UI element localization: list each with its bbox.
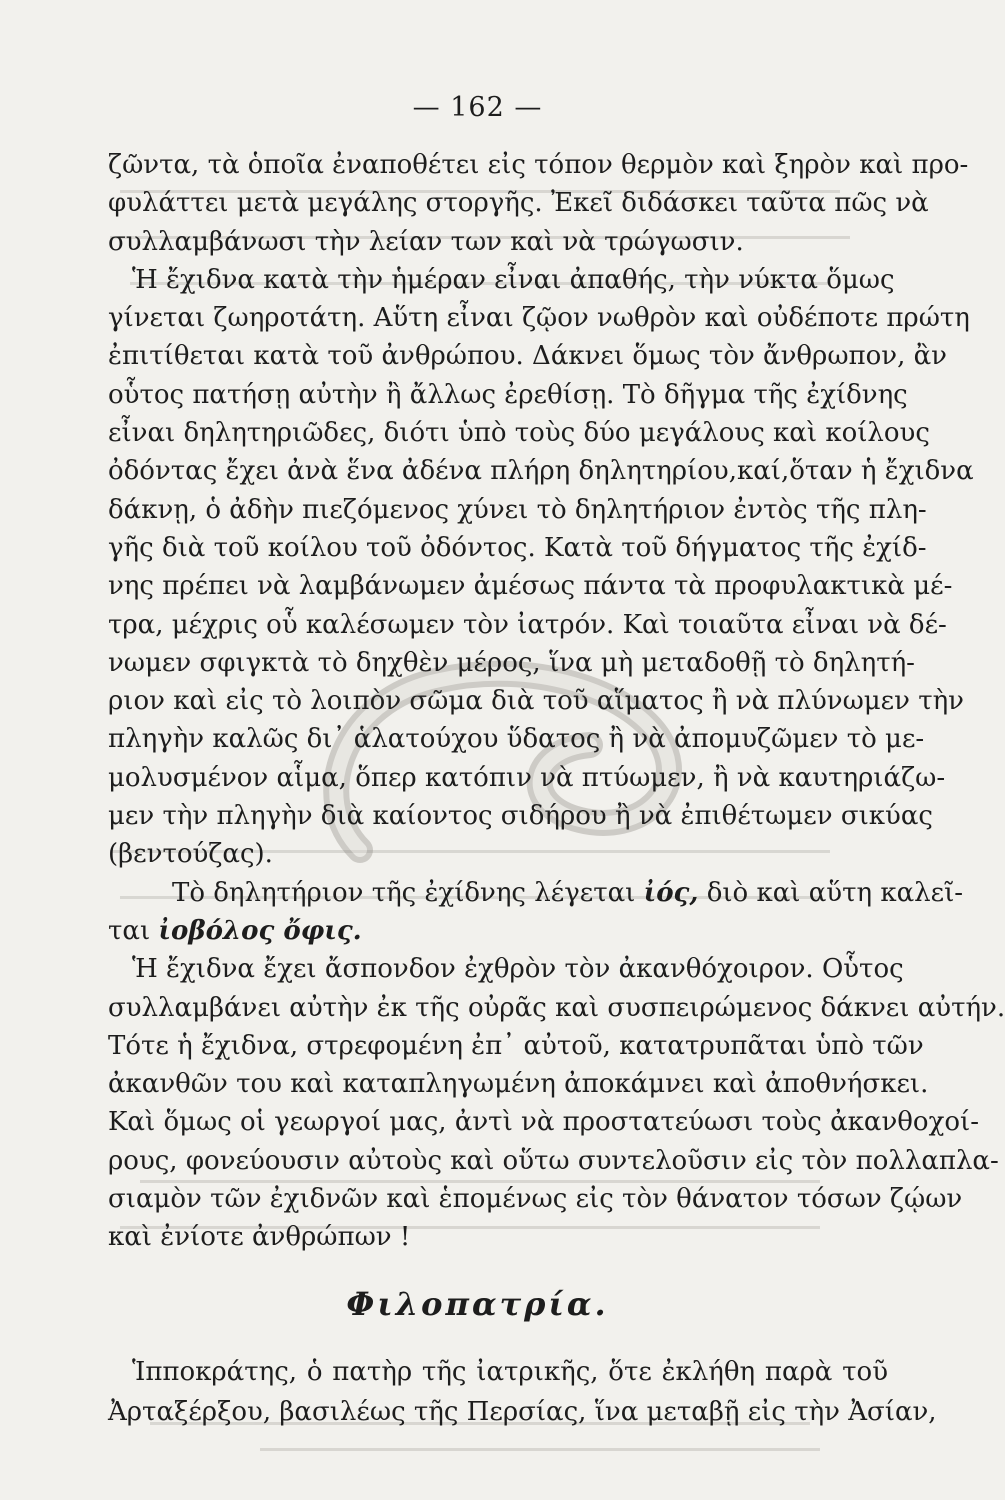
text-line: φυλάττει μετὰ μεγάλης στοργῆς. Ἐκεῖ διδάσκει ταῦτα πῶς νὰ xyxy=(108,188,929,219)
term-iobolos: ἰοβόλος ὄφις. xyxy=(158,915,362,946)
section-text xyxy=(108,1352,937,1432)
text-line: καὶ ἐνίοτε ἀνθρώπων ! xyxy=(108,1222,411,1253)
text-line: ὀδόντας ἔχει ἀνὰ ἕνα ἀδένα πλήρη δηλητηρίου,καί,ὅταν ἡ ἔχιδνα xyxy=(108,456,974,487)
text-line: Ἀρταξέρξου, βασιλέως τῆς Περσίας, ἵνα μεταβῇ εἰς τὴν Ἀσίαν, xyxy=(108,1397,937,1427)
text-line: Καὶ ὅμως οἱ γεωργοί μας, ἀντὶ νὰ προστατεύωσι τοὺς ἀκανθοχοί- xyxy=(108,1107,979,1138)
page-number: — 162 — xyxy=(412,92,543,123)
text-fragment: ται xyxy=(108,915,151,946)
text-line: δάκνῃ, ὁ ἀδὴν πιεζόμενος χύνει τὸ δηλητήριον ἐντὸς τῆς πλη- xyxy=(108,494,927,525)
text-line: Ἡ ἔχιδνα κατὰ τὴν ἡμέραν εἶναι ἀπαθής, τὴν νύκτα ὅμως xyxy=(132,264,895,295)
text-line: τρα, μέχρις οὗ καλέσωμεν τὸν ἰατρόν. Καὶ τοιαῦτα εἶναι νὰ δέ- xyxy=(108,609,947,640)
text-line: μεν τὴν πληγὴν διὰ καίοντος σιδήρου ἢ νὰ ἐπιθέτωμεν σικύας xyxy=(108,801,933,832)
text-line: ἐπιτίθεται κατὰ τοῦ ἀνθρώπου. Δάκνει ὅμως τὸν ἄνθρωπον, ἂν xyxy=(108,341,947,372)
text-line: πληγὴν καλῶς δι᾽ ἁλατούχου ὕδατος ἢ νὰ ἀπομυζῶμεν τὸ με- xyxy=(108,724,925,755)
text-fragment: Τὸ δηλητήριον τῆς ἐχίδνης λέγεται xyxy=(172,877,636,908)
text-line: ἀκανθῶν του καὶ καταπληγωμένη ἀποκάμνει καὶ ἀποθνήσκει. xyxy=(108,1069,929,1100)
text-line: ριον καὶ εἰς τὸ λοιπὸν σῶμα διὰ τοῦ αἵματος ἢ νὰ πλύνωμεν τὴν xyxy=(108,686,964,717)
text-line: (βεντούζας). xyxy=(108,839,273,870)
text-line: νωμεν σφιγκτὰ τὸ δηχθὲν μέρος, ἵνα μὴ μεταδοθῇ τὸ δηλητή- xyxy=(108,647,915,678)
section-title: Φιλοπατρία. xyxy=(346,1285,609,1323)
main-text xyxy=(108,146,1005,1257)
text-line: μολυσμένον αἷμα, ὅπερ κατόπιν νὰ πτύωμεν, ἢ νὰ καυτηριάζω- xyxy=(108,762,946,793)
text-line: οὗτος πατήσῃ αὐτὴν ἢ ἄλλως ἐρεθίσῃ. Τὸ δῆγμα τῆς ἐχίδνης xyxy=(108,379,908,410)
text-line: γίνεται ζωηροτάτη. Αὕτη εἶναι ζῷον νωθρὸν καὶ οὐδέποτε πρώτη xyxy=(108,303,970,334)
text-line: Τότε ἡ ἔχιδνα, στρεφομένη ἐπ᾽ αὐτοῦ, κατατρυπᾶται ὑπὸ τῶν xyxy=(108,1030,924,1061)
text-line xyxy=(108,874,964,912)
text-line xyxy=(108,912,888,950)
term-ios: ἰός, xyxy=(643,877,699,908)
text-line: Ἱπποκράτης, ὁ πατὴρ τῆς ἰατρικῆς, ὅτε ἐκλήθη παρὰ τοῦ xyxy=(132,1357,888,1387)
text-line: Ἡ ἔχιδνα ἔχει ἄσπονδον ἐχθρὸν τὸν ἀκανθόχοιρον. Οὗτος xyxy=(132,954,904,985)
text-line: γῆς διὰ τοῦ κοίλου τοῦ ὀδόντος. Κατὰ τοῦ δήγματος τῆς ἐχίδ- xyxy=(108,532,927,563)
text-line: συλλαμβάνωσι τὴν λείαν των καὶ νὰ τρώγωσιν. xyxy=(108,226,744,257)
text-line: συλλαμβάνει αὐτὴν ἐκ τῆς οὐρᾶς καὶ συσπειρώμενος δάκνει αὐτήν. xyxy=(108,992,1005,1023)
text-line: εἶναι δηλητηριῶδες, διότι ὑπὸ τοὺς δύο μεγάλους καὶ κοίλους xyxy=(108,418,930,449)
text-line: νης πρέπει νὰ λαμβάνωμεν ἀμέσως πάντα τὰ προφυλακτικὰ μέ- xyxy=(108,571,953,602)
text-line: ζῶντα, τὰ ὁποῖα ἐναποθέτει εἰς τόπον θερμὸν καὶ ξηρὸν καὶ προ- xyxy=(108,150,969,180)
text-line: σιαμὸν τῶν ἐχιδνῶν καὶ ἑπομένως εἰς τὸν θάνατον τόσων ζῴων xyxy=(108,1184,963,1215)
text-line: ρους, φονεύουσιν αὐτοὺς καὶ οὕτω συντελοῦσιν εἰς τὸν πολλαπλα- xyxy=(108,1145,999,1176)
text-fragment: διὸ καὶ αὕτη καλεῖ- xyxy=(698,877,964,908)
